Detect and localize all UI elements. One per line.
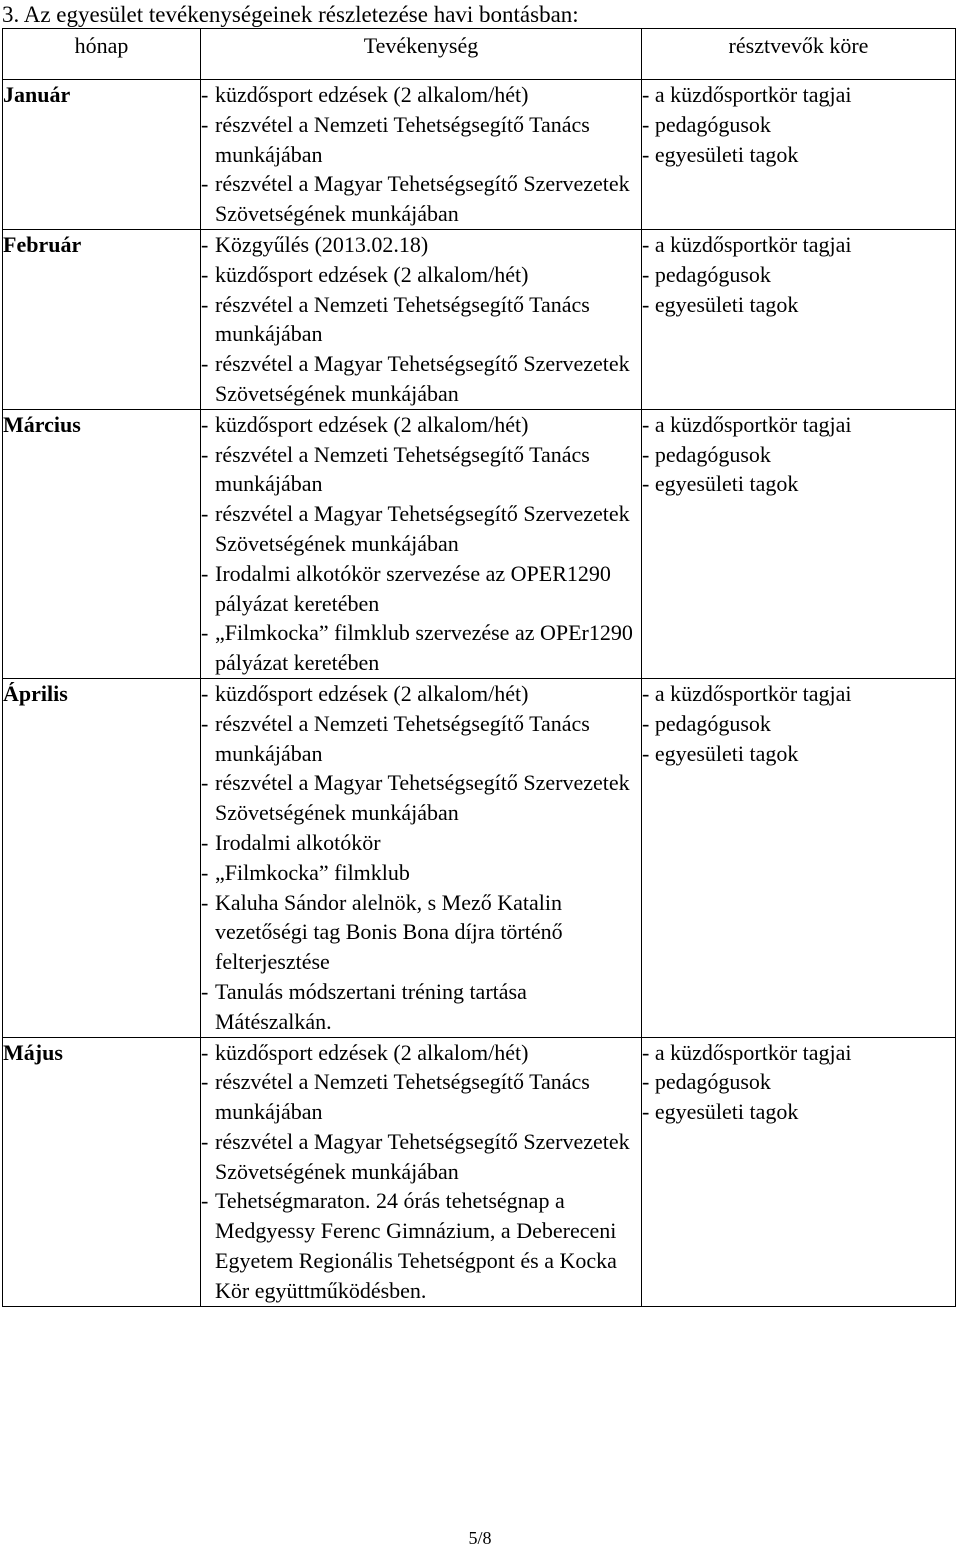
bullet-dash: -	[201, 291, 209, 317]
participant-item: - egyesületi tagok	[642, 740, 799, 766]
bullet-dash: -	[201, 1069, 209, 1095]
bullet-dash: -	[201, 710, 209, 736]
activity-text: küzdősport edzések (2 alkalom/hét)	[215, 261, 529, 287]
activity-text: részvétel a Magyar Tehetségsegítő Szervezetek Szövetségének munkájában	[215, 1128, 630, 1184]
bullet-dash: -	[201, 111, 209, 137]
bullet-dash: -	[201, 261, 209, 287]
participant-item: - a küzdősportkör tagjai	[642, 680, 852, 706]
activity-item	[201, 709, 641, 769]
activity-text: Irodalmi alkotókör szervezése az OPER1290 pályázat keretében	[215, 560, 611, 616]
activity-item	[201, 349, 641, 409]
activity-text: Kaluha Sándor alelnök, s Mező Katalin vezetőségi tag Bonis Bona díjra történő felterjesztése	[215, 889, 563, 975]
activity-text: küzdősport edzések (2 alkalom/hét)	[215, 680, 529, 706]
activity-cell	[201, 678, 642, 1037]
column-header-month: hónap	[3, 29, 201, 80]
activity-item	[201, 888, 641, 977]
participant-item: - egyesületi tagok	[642, 291, 799, 317]
activity-text: részvétel a Nemzeti Tehetségsegítő Tanács munkájában	[215, 291, 590, 347]
participants-cell	[642, 80, 956, 230]
bullet-dash: -	[201, 770, 209, 796]
month-cell: Február	[3, 229, 201, 409]
month-cell: Április	[3, 678, 201, 1037]
table-row	[3, 1037, 956, 1306]
activity-item	[201, 110, 641, 170]
bullet-dash: -	[201, 1039, 209, 1065]
activity-text: részvétel a Nemzeti Tehetségsegítő Tanács munkájában	[215, 710, 590, 766]
activity-item	[201, 80, 641, 110]
participants-cell	[642, 1037, 956, 1306]
bullet-dash: -	[201, 231, 209, 257]
activity-text: részvétel a Nemzeti Tehetségsegítő Tanács munkájában	[215, 441, 590, 497]
bullet-dash: -	[201, 351, 209, 377]
activity-item	[201, 290, 641, 350]
participant-item: - a küzdősportkör tagjai	[642, 411, 852, 437]
bullet-dash: -	[201, 889, 209, 915]
activity-text: részvétel a Magyar Tehetségsegítő Szervezetek Szövetségének munkájában	[215, 501, 630, 556]
activity-item	[201, 1186, 641, 1305]
bullet-dash: -	[201, 1128, 209, 1154]
bullet-dash: -	[201, 978, 209, 1004]
participant-item: - pedagógusok	[642, 1069, 771, 1095]
activity-text: Tehetségmaraton. 24 órás tehetségnap a Medgyessy Ferenc Gimnázium, a Debereceni Egyetem Regionális Tehetségpont és a Kocka Kör együttműködésben.	[215, 1188, 617, 1303]
activity-text: részvétel a Magyar Tehetségsegítő Szervezetek Szövetségének munkájában	[215, 351, 630, 406]
participant-item: - egyesületi tagok	[642, 471, 799, 497]
activity-text: részvétel a Nemzeti Tehetségsegítő Tanács munkájában	[215, 1069, 590, 1125]
activity-text: részvétel a Nemzeti Tehetségsegítő Tanács munkájában	[215, 111, 590, 167]
table-row	[3, 409, 956, 678]
bullet-dash: -	[201, 859, 209, 885]
activity-text: küzdősport edzések (2 alkalom/hét)	[215, 411, 529, 437]
bullet-dash: -	[201, 620, 209, 646]
activity-item	[201, 1067, 641, 1127]
month-cell: Március	[3, 409, 201, 678]
activity-item	[201, 1127, 641, 1187]
activity-cell	[201, 229, 642, 409]
activity-item	[201, 768, 641, 828]
participant-item: - a küzdősportkör tagjai	[642, 231, 852, 257]
activity-text: Közgyűlés (2013.02.18)	[215, 231, 429, 257]
activity-item	[201, 858, 641, 888]
participant-item: - pedagógusok	[642, 111, 771, 137]
activity-text: „Filmkocka” filmklub szervezése az OPEr1290 pályázat keretében	[215, 620, 633, 676]
bullet-dash: -	[201, 680, 209, 706]
activity-item	[201, 679, 641, 709]
activity-text: részvétel a Magyar Tehetségsegítő Szervezetek Szövetségének munkájában	[215, 171, 630, 227]
column-header-participants: résztvevők köre	[642, 29, 956, 80]
participant-item: - egyesületi tagok	[642, 1099, 799, 1125]
activity-text: „Filmkocka” filmklub	[215, 859, 410, 885]
participant-item: - egyesületi tagok	[642, 141, 799, 167]
activity-text: Irodalmi alkotókör	[215, 829, 381, 855]
participant-item: - pedagógusok	[642, 261, 771, 287]
activity-item	[201, 618, 641, 678]
bullet-dash: -	[201, 829, 209, 855]
bullet-dash: -	[201, 560, 209, 586]
month-cell: Január	[3, 80, 201, 230]
column-header-activity: Tevékenység	[201, 29, 642, 80]
activity-item	[201, 977, 641, 1037]
bullet-dash: -	[201, 411, 209, 437]
activity-cell	[201, 409, 642, 678]
table-row	[3, 229, 956, 409]
participants-cell	[642, 678, 956, 1037]
activity-item	[201, 169, 641, 229]
table-header-row	[3, 29, 956, 80]
bullet-dash: -	[201, 501, 209, 527]
participants-cell	[642, 409, 956, 678]
activity-text: részvétel a Magyar Tehetségsegítő Szervezetek Szövetségének munkájában	[215, 770, 630, 826]
activity-text: küzdősport edzések (2 alkalom/hét)	[215, 82, 529, 107]
section-heading: 3. Az egyesület tevékenységeinek részletezése havi bontásban:	[2, 2, 579, 27]
bullet-dash: -	[201, 82, 209, 107]
table-row	[3, 678, 956, 1037]
table-row	[3, 80, 956, 230]
participants-cell	[642, 229, 956, 409]
activity-item	[201, 828, 641, 858]
activity-cell	[201, 1037, 642, 1306]
month-cell: Május	[3, 1037, 201, 1306]
activity-item	[201, 230, 641, 260]
page-number: 5/8	[468, 1528, 492, 1548]
participant-item: - pedagógusok	[642, 441, 771, 467]
bullet-dash: -	[201, 441, 209, 467]
activity-item	[201, 1038, 641, 1068]
activity-item	[201, 499, 641, 559]
activity-cell	[201, 80, 642, 230]
activity-item	[201, 440, 641, 500]
monthly-activity-table	[2, 28, 956, 1307]
activity-text: küzdősport edzések (2 alkalom/hét)	[215, 1039, 529, 1065]
activity-text: Tanulás módszertani tréning tartása Mátészalkán.	[215, 978, 527, 1034]
activity-item	[201, 410, 641, 440]
participant-item: - a küzdősportkör tagjai	[642, 1039, 852, 1065]
bullet-dash: -	[201, 1188, 209, 1214]
participant-item: - pedagógusok	[642, 710, 771, 736]
activity-item	[201, 260, 641, 290]
participant-item: - a küzdősportkör tagjai	[642, 82, 852, 107]
bullet-dash: -	[201, 171, 209, 197]
activity-item	[201, 559, 641, 619]
